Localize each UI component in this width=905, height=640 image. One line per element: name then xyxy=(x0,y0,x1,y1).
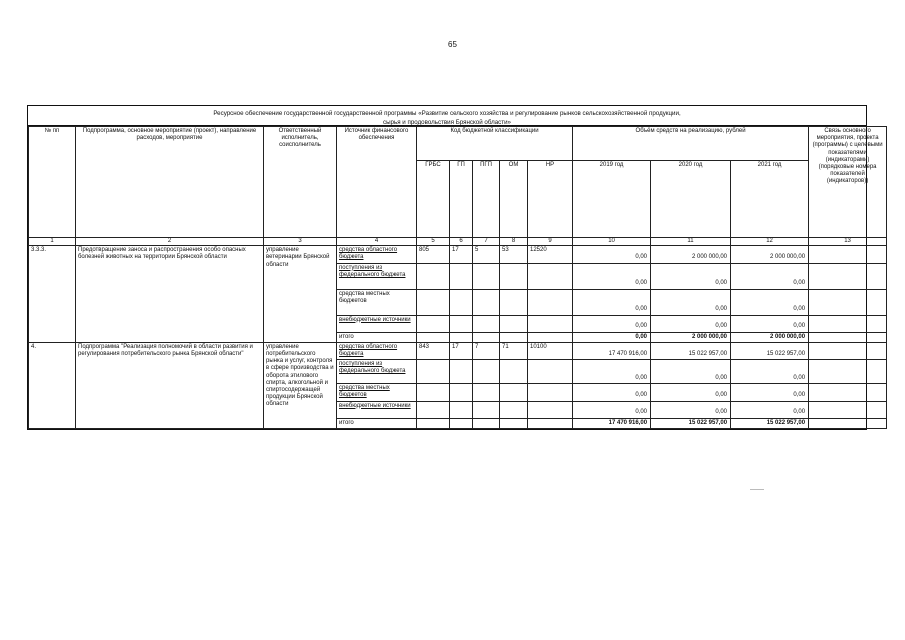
total-2021: 2 000 000,00 xyxy=(731,332,809,342)
total-2019: 17 470 916,00 xyxy=(573,418,651,428)
nr-cell: 10100 xyxy=(528,342,573,359)
amount-2020: 0,00 xyxy=(651,401,731,418)
amount-2021: 0,00 xyxy=(731,315,809,332)
gp-cell: 17 xyxy=(450,246,473,263)
amount-2020: 15 022 957,00 xyxy=(651,342,731,359)
empty-cell xyxy=(473,401,500,418)
empty-cell xyxy=(500,360,528,384)
pgp-cell: 5 xyxy=(473,246,500,263)
empty-cell xyxy=(473,315,500,332)
source-cell: внебюджетные источники xyxy=(337,401,417,418)
source-cell: поступления из федерального бюджета xyxy=(337,263,417,289)
header-executor: Ответственный исполнитель, соисполнитель xyxy=(264,127,337,238)
grbs-cell: 805 xyxy=(417,246,450,263)
nr-cell: 12520 xyxy=(528,246,573,263)
grbs-cell: 843 xyxy=(417,342,450,359)
empty-cell xyxy=(417,418,450,428)
page-number: 65 xyxy=(448,40,457,49)
header-volume: Объём средств на реализацию, рублей xyxy=(573,127,809,161)
executor-cell: управление потребительского рынка и услуг, контроля в сфере производства и оборота этилового спирта, алкогольной и спиртосодержащей продукции Брянской области xyxy=(264,342,337,428)
link-cell xyxy=(809,360,887,384)
header-2019: 2019 год xyxy=(573,161,651,238)
amount-2020: 0,00 xyxy=(651,263,731,289)
empty-cell xyxy=(450,315,473,332)
row-number: 3.3.3. xyxy=(29,246,76,343)
header-source: Источник финансового обеспечения xyxy=(337,127,417,238)
amount-2019: 17 470 916,00 xyxy=(573,342,651,359)
column-number: 10 xyxy=(573,238,651,246)
title-line-1: Ресурсное обеспечение государственной государственной программы «Развитие сельского хозяйства и регулирование рынков сельскохозяйственной продукции, xyxy=(213,110,681,117)
total-2019: 0,00 xyxy=(573,332,651,342)
resource-table xyxy=(28,126,887,429)
empty-cell xyxy=(450,418,473,428)
total-2020: 15 022 957,00 xyxy=(651,418,731,428)
amount-2019: 0,00 xyxy=(573,246,651,263)
header-num: № пп xyxy=(29,127,76,238)
empty-cell xyxy=(450,332,473,342)
header-program: Подпрограмма, основное мероприятие (проект), направление расходов, мероприятие xyxy=(76,127,264,238)
title-line-2: сырья и продовольствия Брянской области» xyxy=(383,119,511,126)
empty-cell xyxy=(417,263,450,289)
empty-cell xyxy=(500,315,528,332)
empty-cell xyxy=(450,289,473,315)
empty-cell xyxy=(473,289,500,315)
amount-2020: 2 000 000,00 xyxy=(651,246,731,263)
empty-cell xyxy=(500,289,528,315)
empty-cell xyxy=(417,384,450,401)
column-number: 2 xyxy=(76,238,264,246)
amount-2019: 0,00 xyxy=(573,315,651,332)
om-cell: 71 xyxy=(500,342,528,359)
column-number: 1 xyxy=(29,238,76,246)
column-number: 8 xyxy=(500,238,528,246)
amount-2021: 0,00 xyxy=(731,384,809,401)
empty-cell xyxy=(417,315,450,332)
link-cell xyxy=(809,246,887,263)
empty-cell xyxy=(500,384,528,401)
row-number: 4. xyxy=(29,342,76,428)
scan-artifact-line xyxy=(750,489,764,490)
empty-cell xyxy=(500,418,528,428)
table-row xyxy=(29,246,887,263)
empty-cell xyxy=(417,360,450,384)
column-number: 5 xyxy=(417,238,450,246)
empty-cell xyxy=(473,418,500,428)
source-cell: итого xyxy=(337,418,417,428)
column-number: 13 xyxy=(809,238,887,246)
column-number: 7 xyxy=(473,238,500,246)
source-cell: итого xyxy=(337,332,417,342)
header-gp: ГП xyxy=(450,161,473,238)
amount-2019: 0,00 xyxy=(573,384,651,401)
source-cell: поступления из федерального бюджета xyxy=(337,360,417,384)
header-pgp: ПГП xyxy=(473,161,500,238)
column-number: 11 xyxy=(651,238,731,246)
empty-cell xyxy=(528,289,573,315)
empty-cell xyxy=(500,332,528,342)
executor-cell: управление ветеринарии Брянской области xyxy=(264,246,337,343)
empty-cell xyxy=(528,418,573,428)
total-2020: 2 000 000,00 xyxy=(651,332,731,342)
amount-2019: 0,00 xyxy=(573,263,651,289)
empty-cell xyxy=(500,263,528,289)
amount-2021: 0,00 xyxy=(731,263,809,289)
amount-2020: 0,00 xyxy=(651,360,731,384)
header-grbs: ГРБС xyxy=(417,161,450,238)
header-om: ОМ xyxy=(500,161,528,238)
amount-2021: 15 022 957,00 xyxy=(731,342,809,359)
empty-cell xyxy=(473,384,500,401)
header-budget-code: Код бюджетной классификации xyxy=(417,127,573,161)
empty-cell xyxy=(528,263,573,289)
column-number: 12 xyxy=(731,238,809,246)
source-cell: внебюджетные источники xyxy=(337,315,417,332)
link-cell xyxy=(809,263,887,289)
source-cell: средства областного бюджета xyxy=(337,342,417,359)
column-number: 3 xyxy=(264,238,337,246)
column-number: 6 xyxy=(450,238,473,246)
link-cell xyxy=(809,384,887,401)
source-cell: средства местных бюджетов xyxy=(337,289,417,315)
column-number-row xyxy=(29,238,887,246)
amount-2020: 0,00 xyxy=(651,384,731,401)
header-row-1 xyxy=(29,127,887,161)
amount-2020: 0,00 xyxy=(651,315,731,332)
link-cell xyxy=(809,289,887,315)
empty-cell xyxy=(450,360,473,384)
empty-cell xyxy=(450,384,473,401)
empty-cell xyxy=(417,332,450,342)
source-cell: средства областного бюджета xyxy=(337,246,417,263)
pgp-cell: 7 xyxy=(473,342,500,359)
table-row xyxy=(29,342,887,359)
link-cell xyxy=(809,401,887,418)
empty-cell xyxy=(450,263,473,289)
header-2020: 2020 год xyxy=(651,161,731,238)
empty-cell xyxy=(528,401,573,418)
subprogram-name: Подпрограмма "Реализация полномочий в области развития и регулирования потребительского рынка Брянской области" xyxy=(76,342,264,428)
resource-table-document xyxy=(27,105,883,430)
empty-cell xyxy=(528,384,573,401)
empty-cell xyxy=(528,332,573,342)
link-cell xyxy=(809,315,887,332)
amount-2019: 0,00 xyxy=(573,401,651,418)
header-2021: 2021 год xyxy=(731,161,809,238)
amount-2021: 2 000 000,00 xyxy=(731,246,809,263)
amount-2019: 0,00 xyxy=(573,289,651,315)
link-cell xyxy=(809,332,887,342)
amount-2021: 0,00 xyxy=(731,401,809,418)
empty-cell xyxy=(473,332,500,342)
header-nr: НР xyxy=(528,161,573,238)
empty-cell xyxy=(473,263,500,289)
table-title xyxy=(28,106,866,126)
amount-2019: 0,00 xyxy=(573,360,651,384)
om-cell: 53 xyxy=(500,246,528,263)
amount-2021: 0,00 xyxy=(731,289,809,315)
gp-cell: 17 xyxy=(450,342,473,359)
empty-cell xyxy=(417,289,450,315)
amount-2021: 0,00 xyxy=(731,360,809,384)
total-2021: 15 022 957,00 xyxy=(731,418,809,428)
empty-cell xyxy=(450,401,473,418)
empty-cell xyxy=(528,315,573,332)
column-number: 4 xyxy=(337,238,417,246)
amount-2020: 0,00 xyxy=(651,289,731,315)
empty-cell xyxy=(500,401,528,418)
source-cell: средства местных бюджетов xyxy=(337,384,417,401)
link-cell xyxy=(809,418,887,428)
empty-cell xyxy=(417,401,450,418)
measure-name: Предотвращение заноса и распространения особо опасных болезней животных на территории Брянской области xyxy=(76,246,264,343)
column-number: 9 xyxy=(528,238,573,246)
empty-cell xyxy=(473,360,500,384)
link-cell xyxy=(809,342,887,359)
empty-cell xyxy=(528,360,573,384)
header-link: Связь основного мероприятия, проекта (программы) с целевыми показателями (индикаторами) (порядковые номера показателей (индикаторов)) xyxy=(809,127,887,238)
